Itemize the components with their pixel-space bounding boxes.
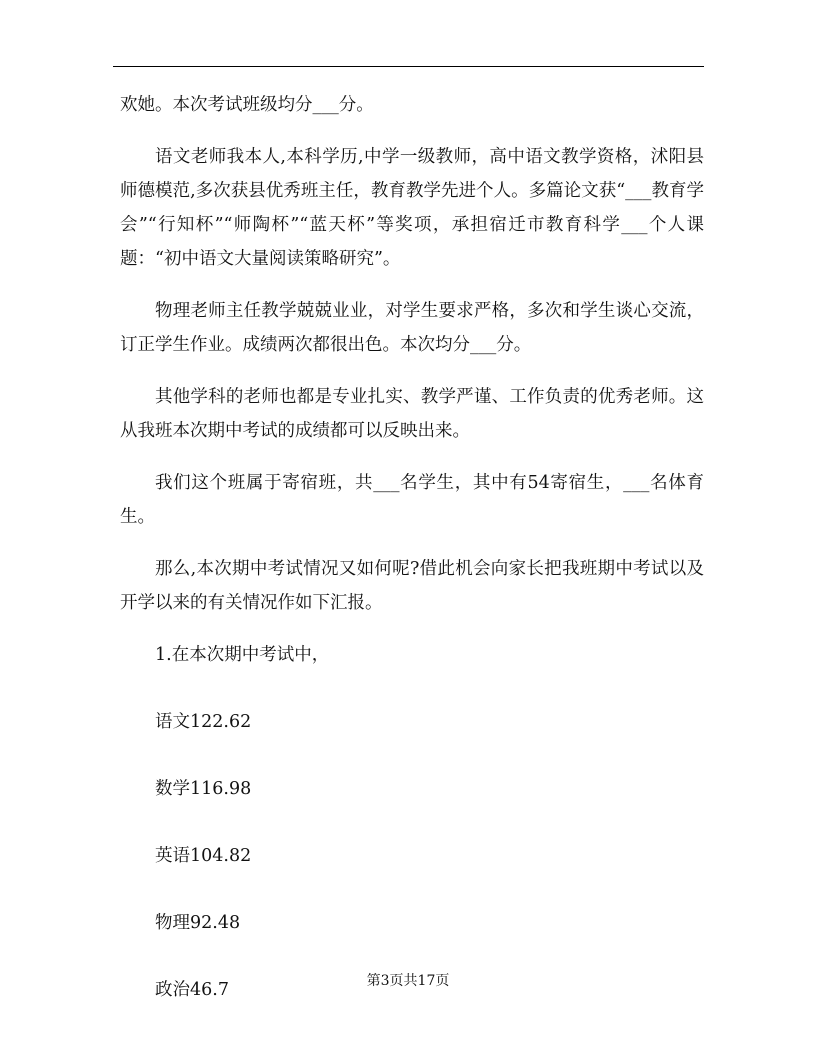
paragraph: 语文老师我本人,本科学历,中学一级教师，高中语文教学资格，沭阳县师德模范,多次获县优秀班主任，教育教学先进个人。多篇论文获“___教育学会”“行知杯”“师陶杯”“蓝天杯”等奖项，承担宿迁市教育科学___个人课题：“初中语文大量阅读策略研究”。: [120, 147, 704, 269]
document-body: [120, 88, 704, 1040]
paragraph: 我们这个班属于寄宿班，共___名学生，其中有54寄宿生，___名体育生。: [120, 473, 704, 527]
score-item: 英语104.82: [155, 846, 252, 866]
score-item: 物理92.48: [155, 913, 241, 933]
list-intro: 1.在本次期中考试中，: [155, 645, 330, 665]
paragraph: 欢她。本次考试班级均分___分。: [120, 95, 374, 115]
score-item: 政治46.7: [155, 980, 229, 1000]
score-item: 数学116.98: [155, 779, 252, 799]
paragraph: 那么,本次期中考试情况又如何呢?借此机会向家长把我班期中考试以及开学以来的有关情况作如下汇报。: [120, 559, 704, 613]
paragraph: 物理老师主任教学兢兢业业，对学生要求严格，多次和学生谈心交流，订正学生作业。成绩两次都很出色。本次均分___分。: [120, 301, 704, 355]
header-rule: [113, 66, 704, 67]
page-number: 第3页共17页: [366, 973, 450, 989]
score-item: 语文122.62: [155, 712, 252, 732]
paragraph: 其他学科的老师也都是专业扎实、教学严谨、工作负责的优秀老师。这从我班本次期中考试的成绩都可以反映出来。: [120, 387, 704, 441]
